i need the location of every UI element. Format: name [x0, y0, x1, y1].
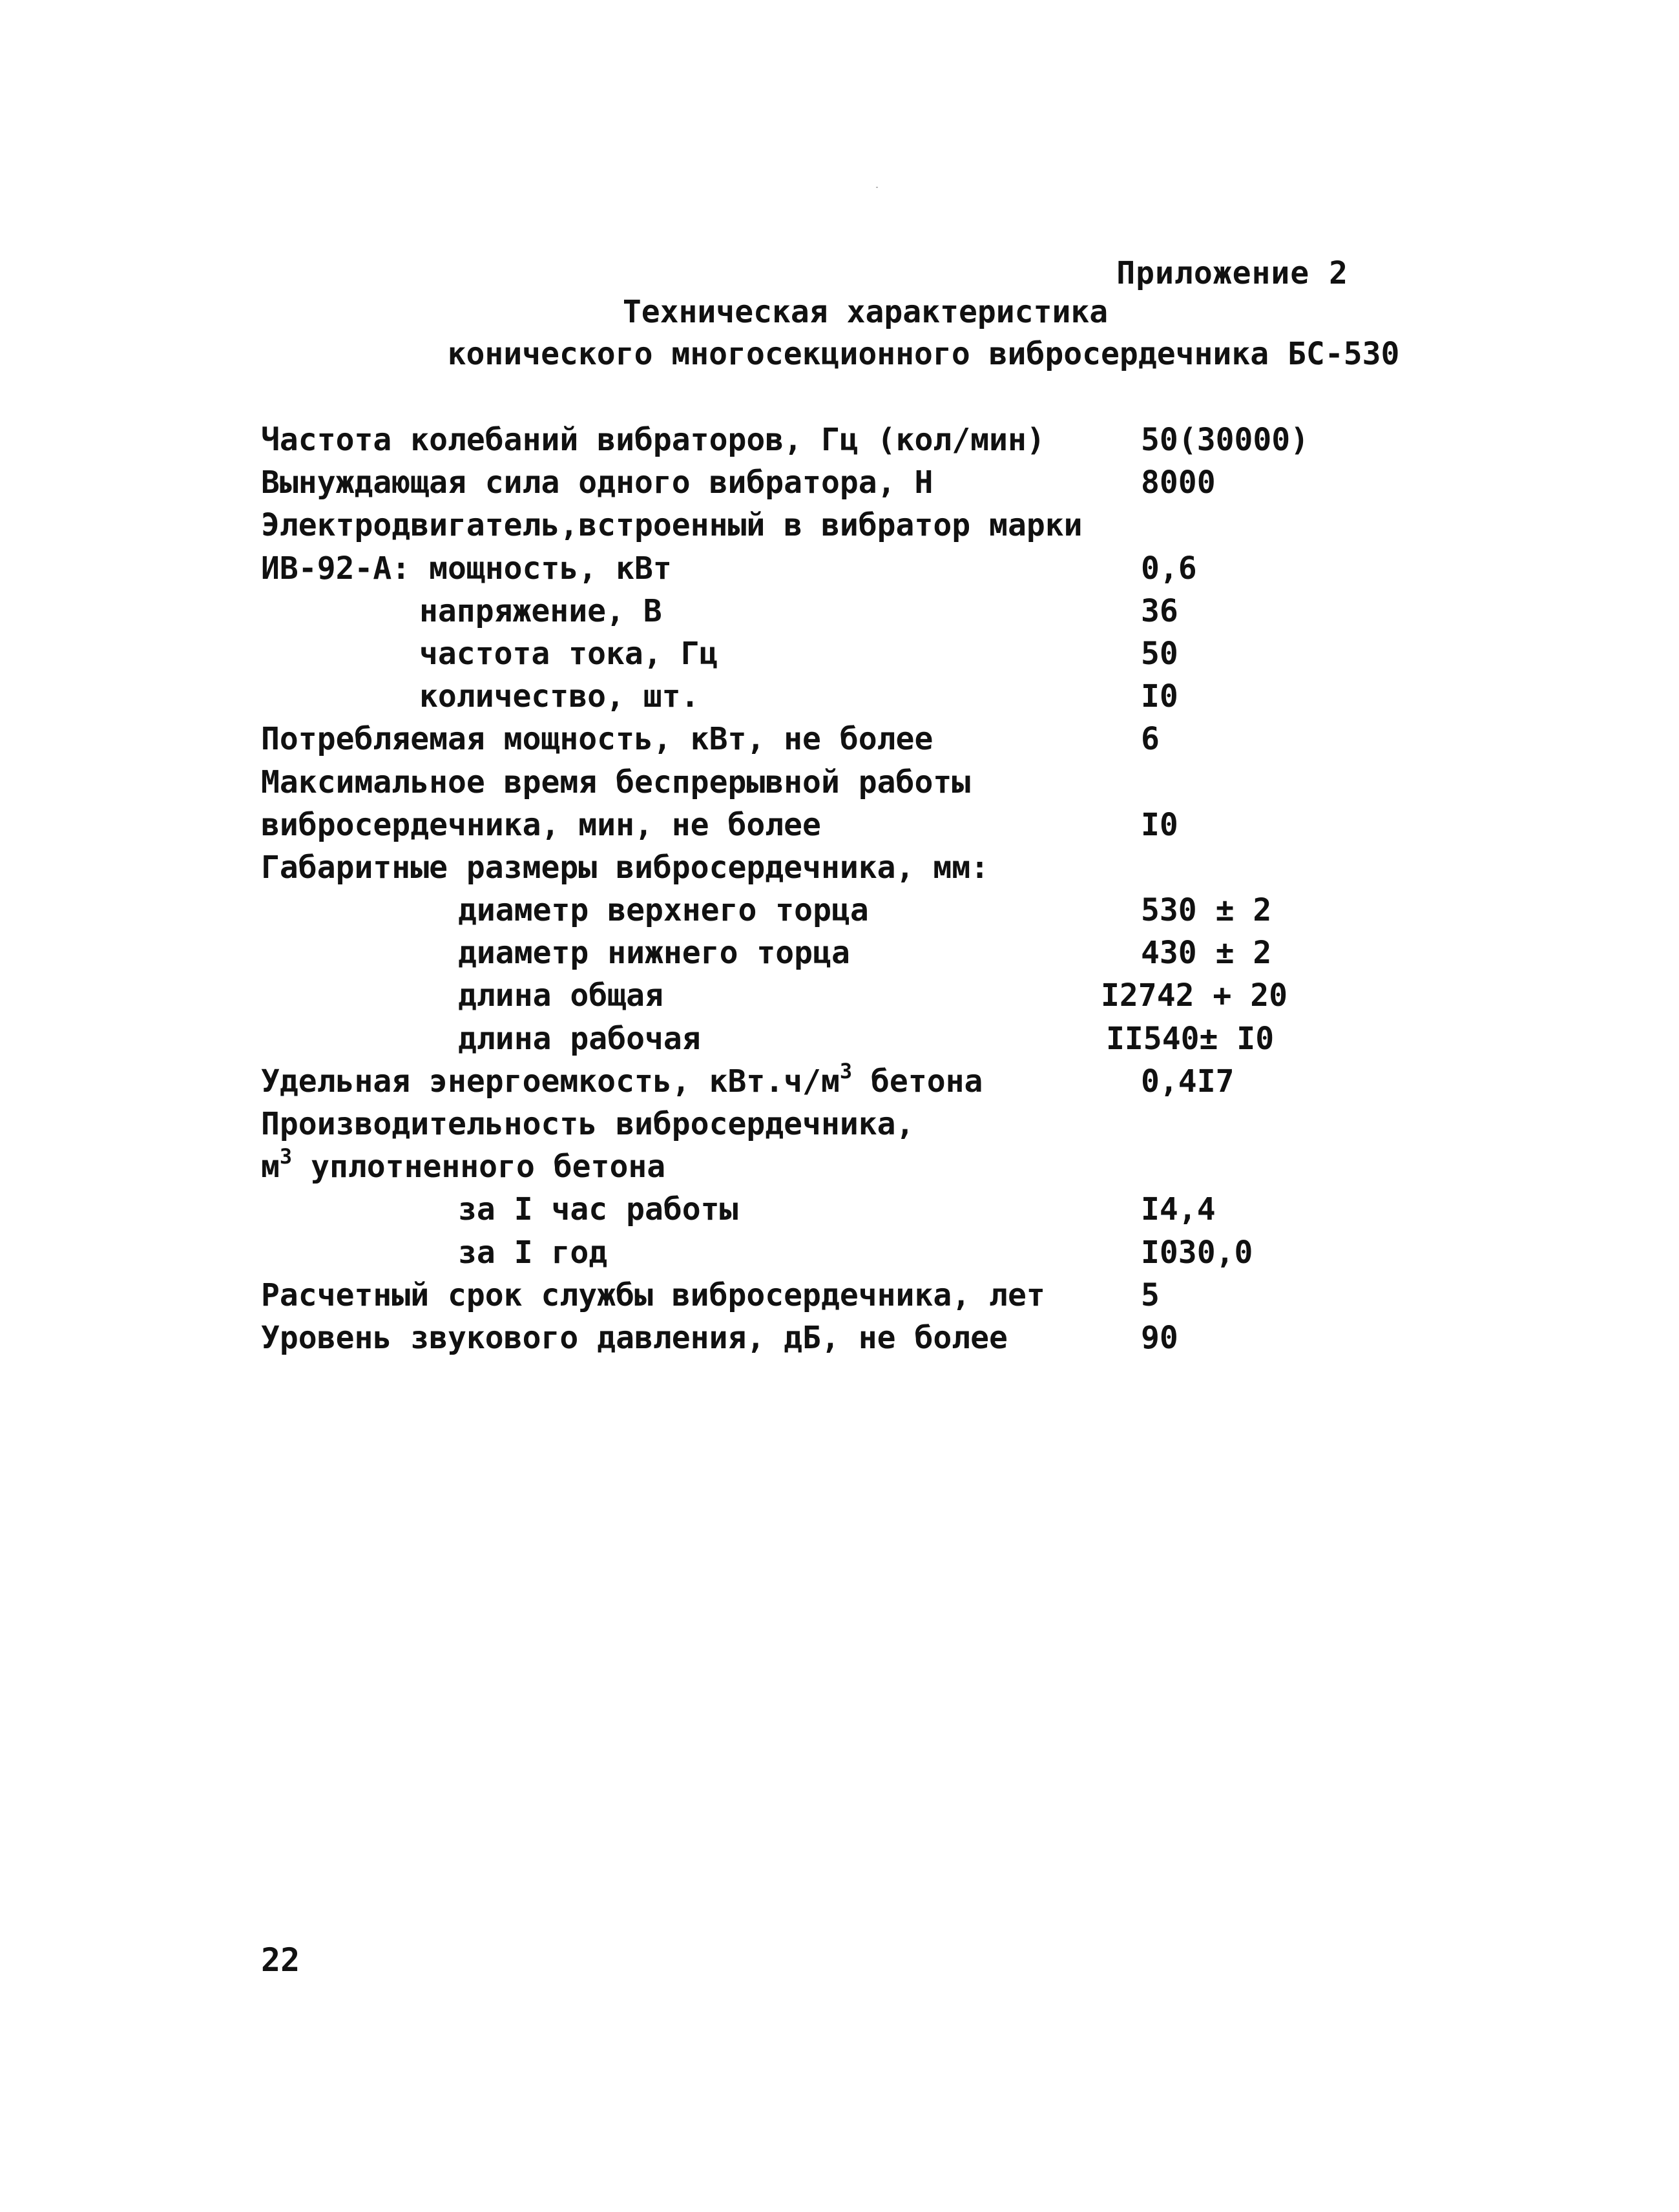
spec-row — [261, 461, 1359, 504]
spec-row — [261, 1103, 1359, 1145]
spec-row — [261, 1274, 1359, 1317]
spec-label: за I год — [458, 1234, 608, 1271]
appendix-label: Приложение 2 — [1116, 255, 1348, 291]
spec-row — [261, 846, 1359, 889]
superscript: 3 — [839, 1058, 853, 1083]
spec-label: диаметр верхнего торца — [458, 892, 869, 929]
spec-row — [261, 761, 1359, 804]
spec-value: 90 — [1141, 1319, 1178, 1356]
spec-label: Электродвигатель,встроенный в вибратор марки — [261, 507, 1083, 544]
spec-value: I0 — [1141, 806, 1178, 843]
spec-row — [261, 1317, 1359, 1359]
spec-row — [261, 974, 1359, 1017]
spec-value: 6 — [1141, 721, 1160, 758]
spec-label-text: Удельная энергоемкость, кВт.ч/м — [261, 1063, 840, 1100]
spec-value: 50 — [1141, 635, 1178, 672]
spec-row — [261, 547, 1359, 590]
document-title: Техническая характеристика — [622, 294, 1109, 330]
spec-value: 50(30000) — [1141, 422, 1309, 458]
spec-label: ИВ-92-А: мощность, кВт — [261, 550, 672, 587]
spec-label: Расчетный срок службы вибросердечника, лет — [261, 1277, 1045, 1313]
spec-row — [261, 675, 1359, 718]
document-subtitle: конического многосекционного вибросердечника БС-530 — [447, 336, 1400, 372]
spec-value: 0,4I7 — [1141, 1063, 1235, 1100]
scan-artifact — [876, 187, 878, 188]
spec-value: I4,4 — [1141, 1191, 1216, 1228]
spec-row — [261, 1017, 1359, 1060]
spec-label: длина общая — [458, 977, 663, 1014]
spec-value: II540± I0 — [1106, 1020, 1275, 1057]
spec-value: I030,0 — [1141, 1234, 1253, 1271]
spec-label — [261, 1060, 983, 1103]
spec-value: 0,6 — [1141, 550, 1197, 587]
spec-label: Потребляемая мощность, кВт, не более — [261, 721, 933, 758]
spec-value: I0 — [1141, 678, 1178, 715]
spec-value: I2742 + 20 — [1101, 977, 1288, 1014]
spec-label: вибросердечника, мин, не более — [261, 806, 821, 843]
spec-label: частота тока, Гц — [419, 635, 718, 672]
spec-row — [261, 889, 1359, 932]
spec-label: Производительность вибросердечника, — [261, 1106, 915, 1142]
spec-label — [261, 1145, 665, 1188]
spec-label: напряжение, В — [419, 592, 662, 629]
spec-label-text: м — [261, 1149, 280, 1185]
spec-label: количество, шт. — [419, 678, 700, 715]
page-number: 22 — [261, 1941, 300, 1979]
spec-label: Максимальное время беспрерывной работы — [261, 764, 971, 800]
spec-row — [261, 1060, 1359, 1103]
spec-table — [261, 419, 1359, 1359]
spec-label: за I час работы — [458, 1191, 738, 1228]
spec-label: диаметр нижнего торца — [458, 935, 850, 972]
spec-row — [261, 932, 1359, 974]
spec-row — [261, 1188, 1359, 1231]
spec-label-text: бетона — [852, 1063, 983, 1100]
superscript: 3 — [279, 1144, 293, 1169]
spec-value: 5 — [1141, 1277, 1160, 1313]
spec-row — [261, 590, 1359, 632]
spec-label: Уровень звукового давления, дБ, не более — [261, 1319, 1008, 1356]
spec-value: 530 ± 2 — [1141, 892, 1272, 929]
spec-label: Габаритные размеры вибросердечника, мм: — [261, 849, 990, 886]
spec-row — [261, 1145, 1359, 1188]
spec-row — [261, 718, 1359, 760]
spec-row — [261, 1231, 1359, 1274]
spec-row — [261, 632, 1359, 675]
spec-row — [261, 804, 1359, 846]
spec-value: 8000 — [1141, 464, 1216, 501]
spec-label: длина рабочая — [458, 1020, 701, 1057]
spec-value: 430 ± 2 — [1141, 935, 1272, 972]
spec-value: 36 — [1141, 592, 1178, 629]
spec-label: Вынуждающая сила одного вибратора, Н — [261, 464, 933, 501]
spec-row — [261, 504, 1359, 547]
spec-row — [261, 419, 1359, 461]
spec-label: Частота колебаний вибраторов, Гц (кол/мин) — [261, 422, 1045, 458]
spec-label-text: уплотненного бетона — [292, 1149, 666, 1185]
